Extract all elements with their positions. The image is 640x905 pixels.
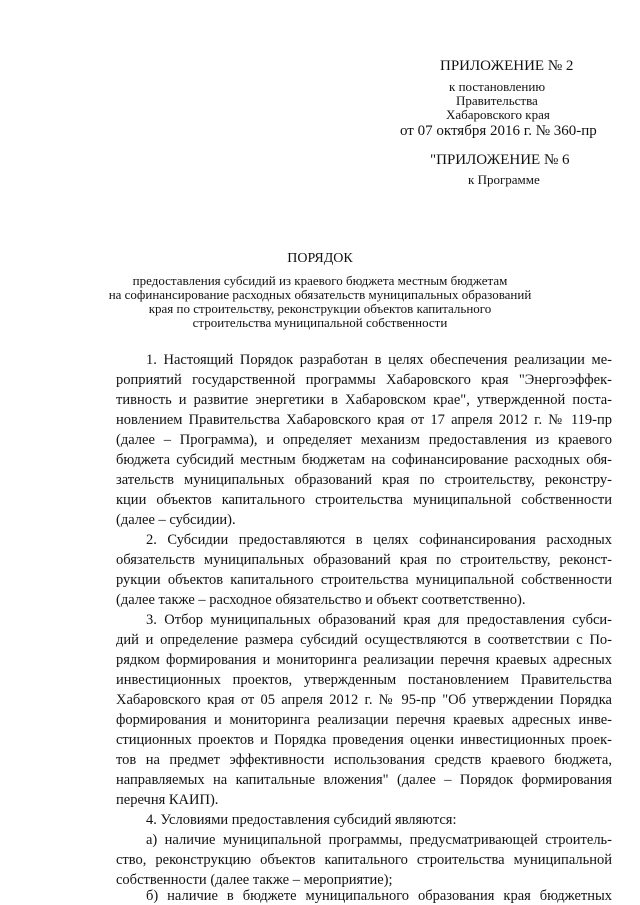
subtitle-line: на софинансирование расходных обязательств муниципальных образований — [108, 287, 532, 302]
document-title: ПОРЯДОК — [287, 251, 353, 266]
body-line: а) наличие муниципальной программы, предусматривающей строитель- — [146, 832, 612, 848]
body-line: кции объектов капитального строительства муниципальной собственности — [116, 492, 612, 508]
body-line: б) наличие в бюджете муниципального образования края бюджетных — [146, 888, 612, 904]
body-line: собственности (далее также – мероприятие); — [116, 872, 393, 888]
body-line: инвестиционных проектов, утвержденным постановлением Правительства — [116, 672, 612, 688]
body-line: ство, реконструкцию объектов капитального строительства муниципальной — [116, 852, 612, 868]
body-line: тивность и развитие энергетики в Хабаровском крае", утвержденной поста- — [116, 392, 612, 408]
body-line: новлением Правительства Хабаровского края от 17 апреля 2012 г. № 119-пр — [116, 412, 612, 428]
body-line: рядком формирования и мониторинга реализации перечня краевых адресных — [116, 652, 612, 668]
region-line: Хабаровского края — [446, 107, 550, 122]
body-line: (далее – Программа), и определяет механизм предоставления из краевого — [116, 432, 612, 448]
subtitle-line: строительства муниципальной собственности — [192, 315, 448, 330]
body-line: бюджета субсидий местным бюджетам на софинансирование расходных обя- — [116, 452, 612, 468]
government-line: Правительства — [456, 93, 538, 108]
body-line: 3. Отбор муниципальных образований края для предоставления субси- — [146, 612, 612, 628]
to-program-line: к Программе — [468, 172, 540, 187]
body-line: перечня КАИП). — [116, 792, 219, 808]
date-number-line: от 07 октября 2016 г. № 360-пр — [400, 123, 597, 139]
to-resolution-line: к постановлению — [449, 79, 546, 94]
subtitle-line: края по строительству, реконструкции объектов капитального — [148, 301, 492, 316]
body-line: обязательств муниципальных образований края по строительству, реконст- — [116, 552, 612, 568]
body-line: (далее – субсидии). — [116, 512, 236, 528]
body-line: 4. Условиями предоставления субсидий являются: — [146, 812, 457, 828]
body-line: 1. Настоящий Порядок разработан в целях обеспечения реализации ме- — [146, 352, 612, 368]
body-line: формирования и мониторинга реализации перечня краевых адресных инве- — [116, 712, 612, 728]
body-line: роприятий государственной программы Хабаровского края "Энергоэффек- — [116, 372, 612, 388]
subtitle-line: предоставления субсидий из краевого бюджета местным бюджетам — [132, 273, 508, 288]
body-line: 2. Субсидии предоставляются в целях софинансирования расходных — [146, 532, 612, 548]
body-line: тов на предмет эффективности использования средств краевого бюджета, — [116, 752, 612, 768]
body-line: дий и определение размера субсидий осуществляются в соответствии с По- — [116, 632, 612, 648]
appendix-heading: ПРИЛОЖЕНИЕ № 2 — [440, 58, 574, 74]
body-line: рукции объектов капитального строительства муниципальной собственности — [116, 572, 612, 588]
body-line: (далее также – расходное обязательство и объект соответственно). — [116, 592, 526, 608]
appendix-6-heading: "ПРИЛОЖЕНИЕ № 6 — [430, 152, 570, 168]
body-line: Хабаровского края от 05 апреля 2012 г. № 95-пр "Об утверждении Порядка — [116, 692, 612, 708]
body-line: стиционных проектов и Порядка проведения оценки инвестиционных проек- — [116, 732, 612, 748]
body-line: зательств муниципальных образований края по строительству, реконстру- — [116, 472, 612, 488]
body-line: направляемых на капитальные вложения" (далее – Порядок формирования — [116, 772, 612, 788]
